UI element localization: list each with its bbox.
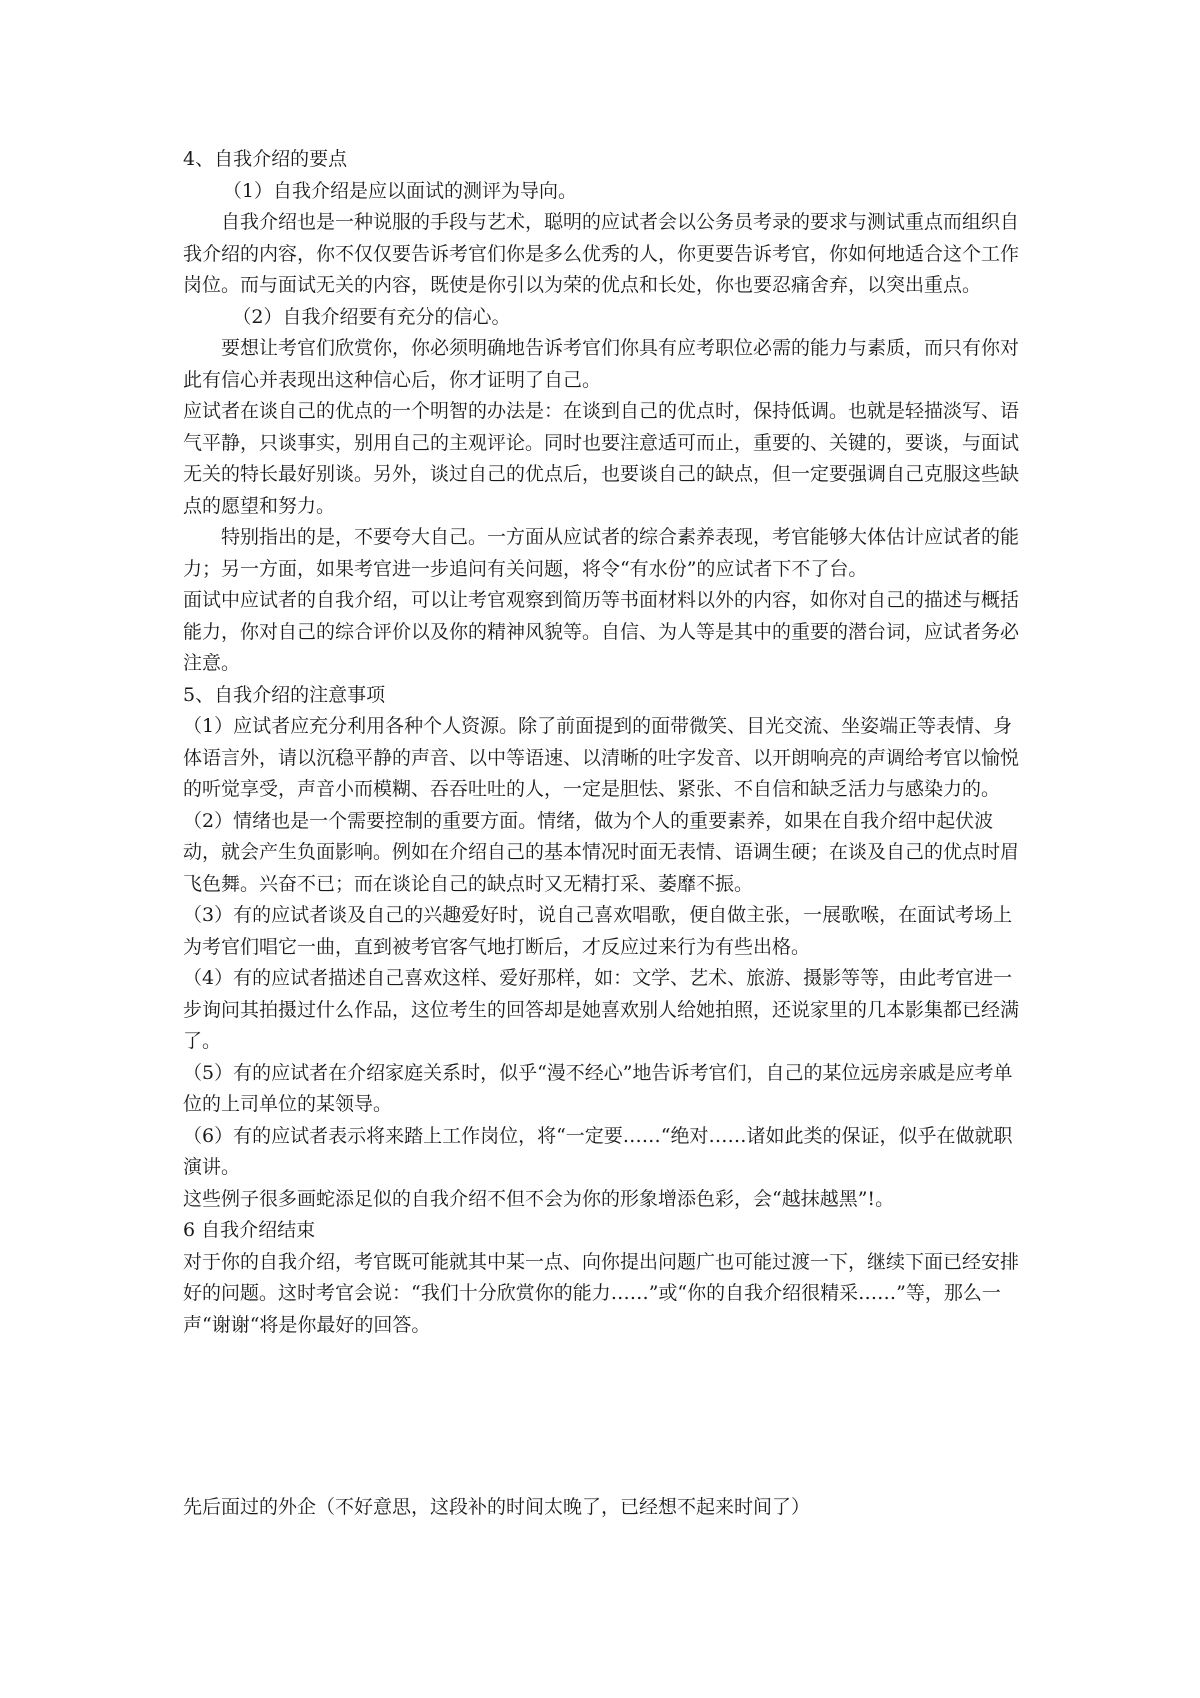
section-4-heading: 4、自我介绍的要点 (183, 148, 348, 170)
section-4-paragraph-4: 特别指出的是，不要夸大自己。一方面从应试者的综合素养表现，考官能够大体估计应试者的能力；另一方面，如果考官进一步追问有关问题，将令“有水份”的应试者下不了台。 (183, 526, 1020, 580)
section-4-subheading-1: （1）自我介绍是应以面试的测评为导向。 (222, 179, 577, 202)
section-6-heading: 6 自我介绍结束 (183, 1219, 316, 1241)
section-5-item-1: （1）应试者应充分利用各种个人资源。除了前面提到的面带微笑、目光交流、坐姿端正等表情、身体语言外，请以沉稳平静的声音、以中等语速、以清晰的吐字发音、以开朗响亮的声调给考官以愉悦的听觉享受，声音小而模糊、吞吞吐吐的人，一定是胆怯、紧张、不自信和缺乏活力与感染力的。 (183, 715, 1020, 800)
section-5-item-6: （6）有的应试者表示将来踏上工作岗位，将“一定要……“绝对……诸如此类的保证，似乎在做就职演讲。 (183, 1124, 1013, 1178)
section-5-item-5: （5）有的应试者在介绍家庭关系时，似乎“漫不经心”地告诉考官们，自己的某位远房亲戚是应考单位的上司单位的某领导。 (183, 1061, 1013, 1115)
section-6-paragraph-1: 对于你的自我介绍，考官既可能就其中某一点、向你提出问题广也可能过渡一下，继续下面已经安排好的问题。这时考官会说：“我们十分欣赏你的能力……”或“你的自我介绍很精采……”等，那么一声“谢谢“将是你最好的回答。 (183, 1250, 1020, 1336)
section-5-item-2: （2）情绪也是一个需要控制的重要方面。情绪，做为个人的重要素养，如果在自我介绍中起伏波动，就会产生负面影响。例如在介绍自己的基本情况时面无表情、语调生硬；在谈及自己的优点时眉飞色舞。兴奋不已；而在谈论自己的缺点时又无精打采、萎靡不振。 (183, 809, 1020, 895)
section-4-paragraph-3: 应试者在谈自己的优点的一个明智的办法是：在谈到自己的优点时，保持低调。也就是轻描淡写、语气平静，只谈事实，别用自己的主观评论。同时也要注意适可而止，重要的、关键的，要谈，与面试无关的特长最好别谈。另外，谈过自己的优点后，也要谈自己的缺点，但一定要强调自己克服这些缺点的愿望和努力。 (183, 400, 1020, 517)
section-4-subheading-2: （2）自我介绍要有充分的信心。 (232, 305, 511, 328)
section-4-paragraph-1: 自我介绍也是一种说服的手段与艺术，聪明的应试者会以公务员考录的要求与测试重点而组织自我介绍的内容，你不仅仅要告诉考官们你是多么优秀的人，你更要告诉考官，你如何地适合这个工作岗位。而与面试无关的内容，既使是你引以为荣的优点和长处，你也要忍痛舍弃，以突出重点。 (183, 211, 1020, 296)
section-5-item-3: （3）有的应试者谈及自己的兴趣爱好时，说自己喜欢唱歌，便自做主张，一展歌喉，在面试考场上为考官们唱它一曲，直到被考官客气地打断后，才反应过来行为有些出格。 (183, 904, 1013, 958)
section-5-paragraph-summary: 这些例子很多画蛇添足似的自我介绍不但不会为你的形象增添色彩，会“越抹越黑”!。 (183, 1187, 895, 1210)
section-4-paragraph-2: 要想让考官们欣赏你，你必须明确地告诉考官们你具有应考职位必需的能力与素质，而只有你对此有信心并表现出这种信心后，你才证明了自己。 (183, 337, 1020, 391)
section-4-paragraph-5: 面试中应试者的自我介绍，可以让考官观察到简历等书面材料以外的内容，如你对自己的描述与概括能力，你对自己的综合评价以及你的精神风貌等。自信、为人等是其中的重要的潜台词，应试者务必注意。 (183, 589, 1020, 674)
trailing-note (183, 1492, 1023, 1524)
section-5-item-4: （4）有的应试者描述自己喜欢这样、爱好那样，如：文学、艺术、旅游、摄影等等，由此考官进一步询问其拍摄过什么作品，这位考生的回答却是她喜欢别人给她拍照，还说家里的几本影集都已经满了。 (183, 967, 1020, 1052)
trailing-note-line: 先后面过的外企（不好意思，这段补的时间太晚了，已经想不起来时间了） (183, 1496, 811, 1518)
document-body (183, 144, 1023, 1341)
section-5-heading: 5、自我介绍的注意事项 (183, 683, 386, 706)
